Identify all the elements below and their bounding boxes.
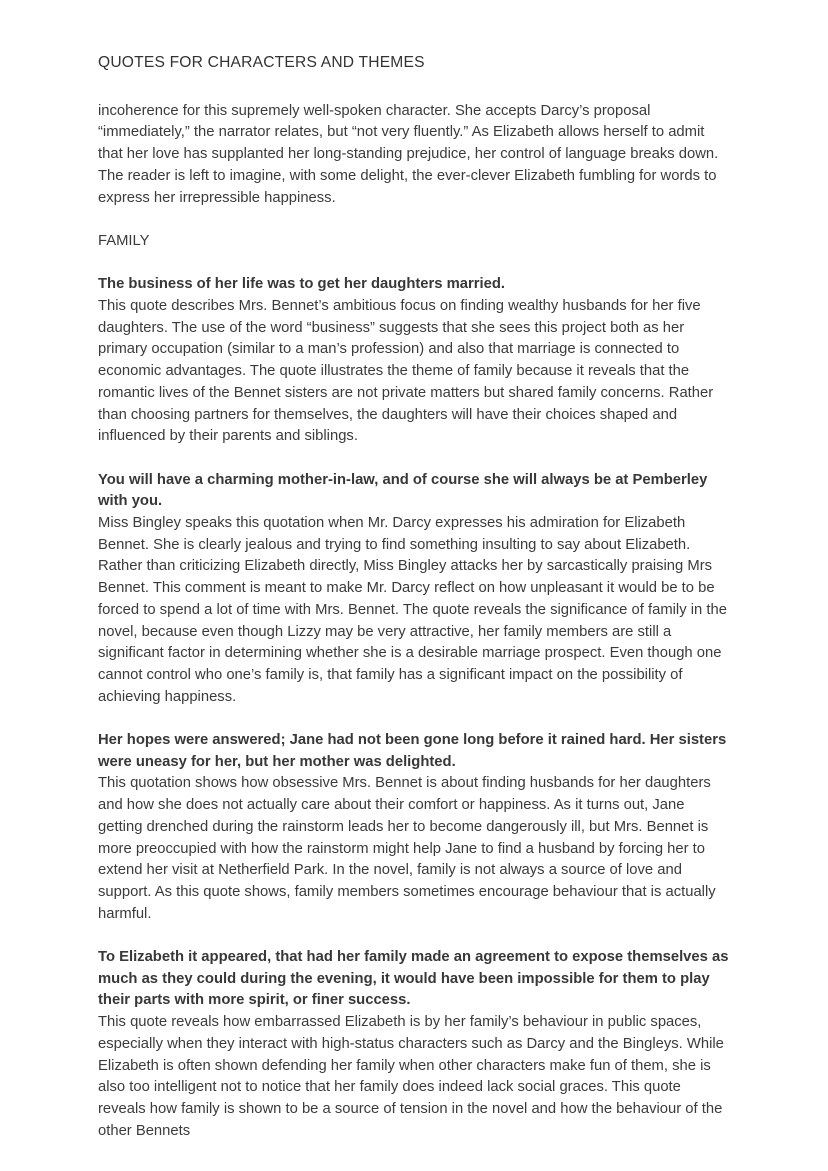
quote-text: To Elizabeth it appeared, that had her family made an agreement to expose themselves as much as they could during the evening, it would have been impossible for them to play their parts with more spirit, or finer success. [98, 949, 729, 1009]
quote-text: You will have a charming mother-in-law, and of course she will always be at Pemberley with you. [98, 471, 708, 510]
quote-entry [98, 947, 732, 1142]
quote-entry [98, 470, 732, 709]
quote-entry [98, 730, 732, 925]
quote-text: Her hopes were answered; Jane had not been gone long before it rained hard. Her sisters were uneasy for her, but her mother was delighted. [98, 732, 727, 770]
quote-entry [98, 274, 732, 448]
quote-analysis: This quotation shows how obsessive Mrs. Bennet is about finding husbands for her daughters and how she does not actually care about their comfort or happiness. As it turns out, Jane getting drenched during the rainstorm leads her to become dangerously ill, but Mrs. Bennet is more preoccupied with how the rainstorm might help Jane to find a husband by forcing her to extend her visit at Netherfield Park. In the novel, family is not always a source of love and support. As this quote shows, family members sometimes encourage behaviour that is actually harmful. [98, 775, 716, 922]
document-title: QUOTES FOR CHARACTERS AND THEMES [98, 54, 425, 71]
document-content [98, 52, 732, 1142]
quote-analysis: This quote reveals how embarrassed Elizabeth is by her family’s behaviour in public spaces, especially when they interact with high-status characters such as Darcy and the Bingleys. While Elizabeth is often shown defending her family when other characters make fun of them, she is also too intelligent not to notice that her family does indeed lack social graces. This quote reveals how family is shown to be a source of tension in the novel and how the behaviour of the other Bennets [98, 1014, 724, 1139]
quote-analysis: Miss Bingley speaks this quotation when Mr. Darcy expresses his admiration for Elizabeth Bennet. She is clearly jealous and trying to find something insulting to say about Elizabeth. Rather than criticizing Elizabeth directly, Miss Bingley attacks her by sarcastically praising Mrs Bennet. This comment is meant to make Mr. Darcy reflect on how unpleasant it would be to be forced to spend a lot of time with Mrs. Bennet. The quote reveals the significance of family in the novel, because even though Lizzy may be very attractive, her family members are still a significant factor in determining whether she is a desirable marriage prospect. Even though one cannot control who one’s family is, that family has a significant impact on the possibility of achieving happiness. [98, 515, 727, 705]
intro-paragraph: incoherence for this supremely well-spoken character. She accepts Darcy’s proposal “immediately,” the narrator relates, but “not very fluently.” As Elizabeth allows herself to admit that her love has supplanted her long-standing prejudice, her control of language breaks down. The reader is left to imagine, with some delight, the ever-clever Elizabeth fumbling for words to express her irrepressible happiness. [98, 102, 719, 206]
quote-analysis: This quote describes Mrs. Bennet’s ambitious focus on finding wealthy husbands for her five daughters. The use of the word “business” suggests that she sees this project both as her primary occupation (similar to a man’s profession) and also that marriage is connected to economic advantages. The quote illustrates the theme of family because it reveals that the romantic lives of the Bennet sisters are not private matters but shared family concerns. Rather than choosing partners for themselves, the daughters will have their choices shaped and influenced by their parents and siblings. [98, 298, 714, 445]
quote-text: The business of her life was to get her daughters married. [98, 276, 506, 293]
section-heading-family: FAMILY [98, 232, 150, 249]
